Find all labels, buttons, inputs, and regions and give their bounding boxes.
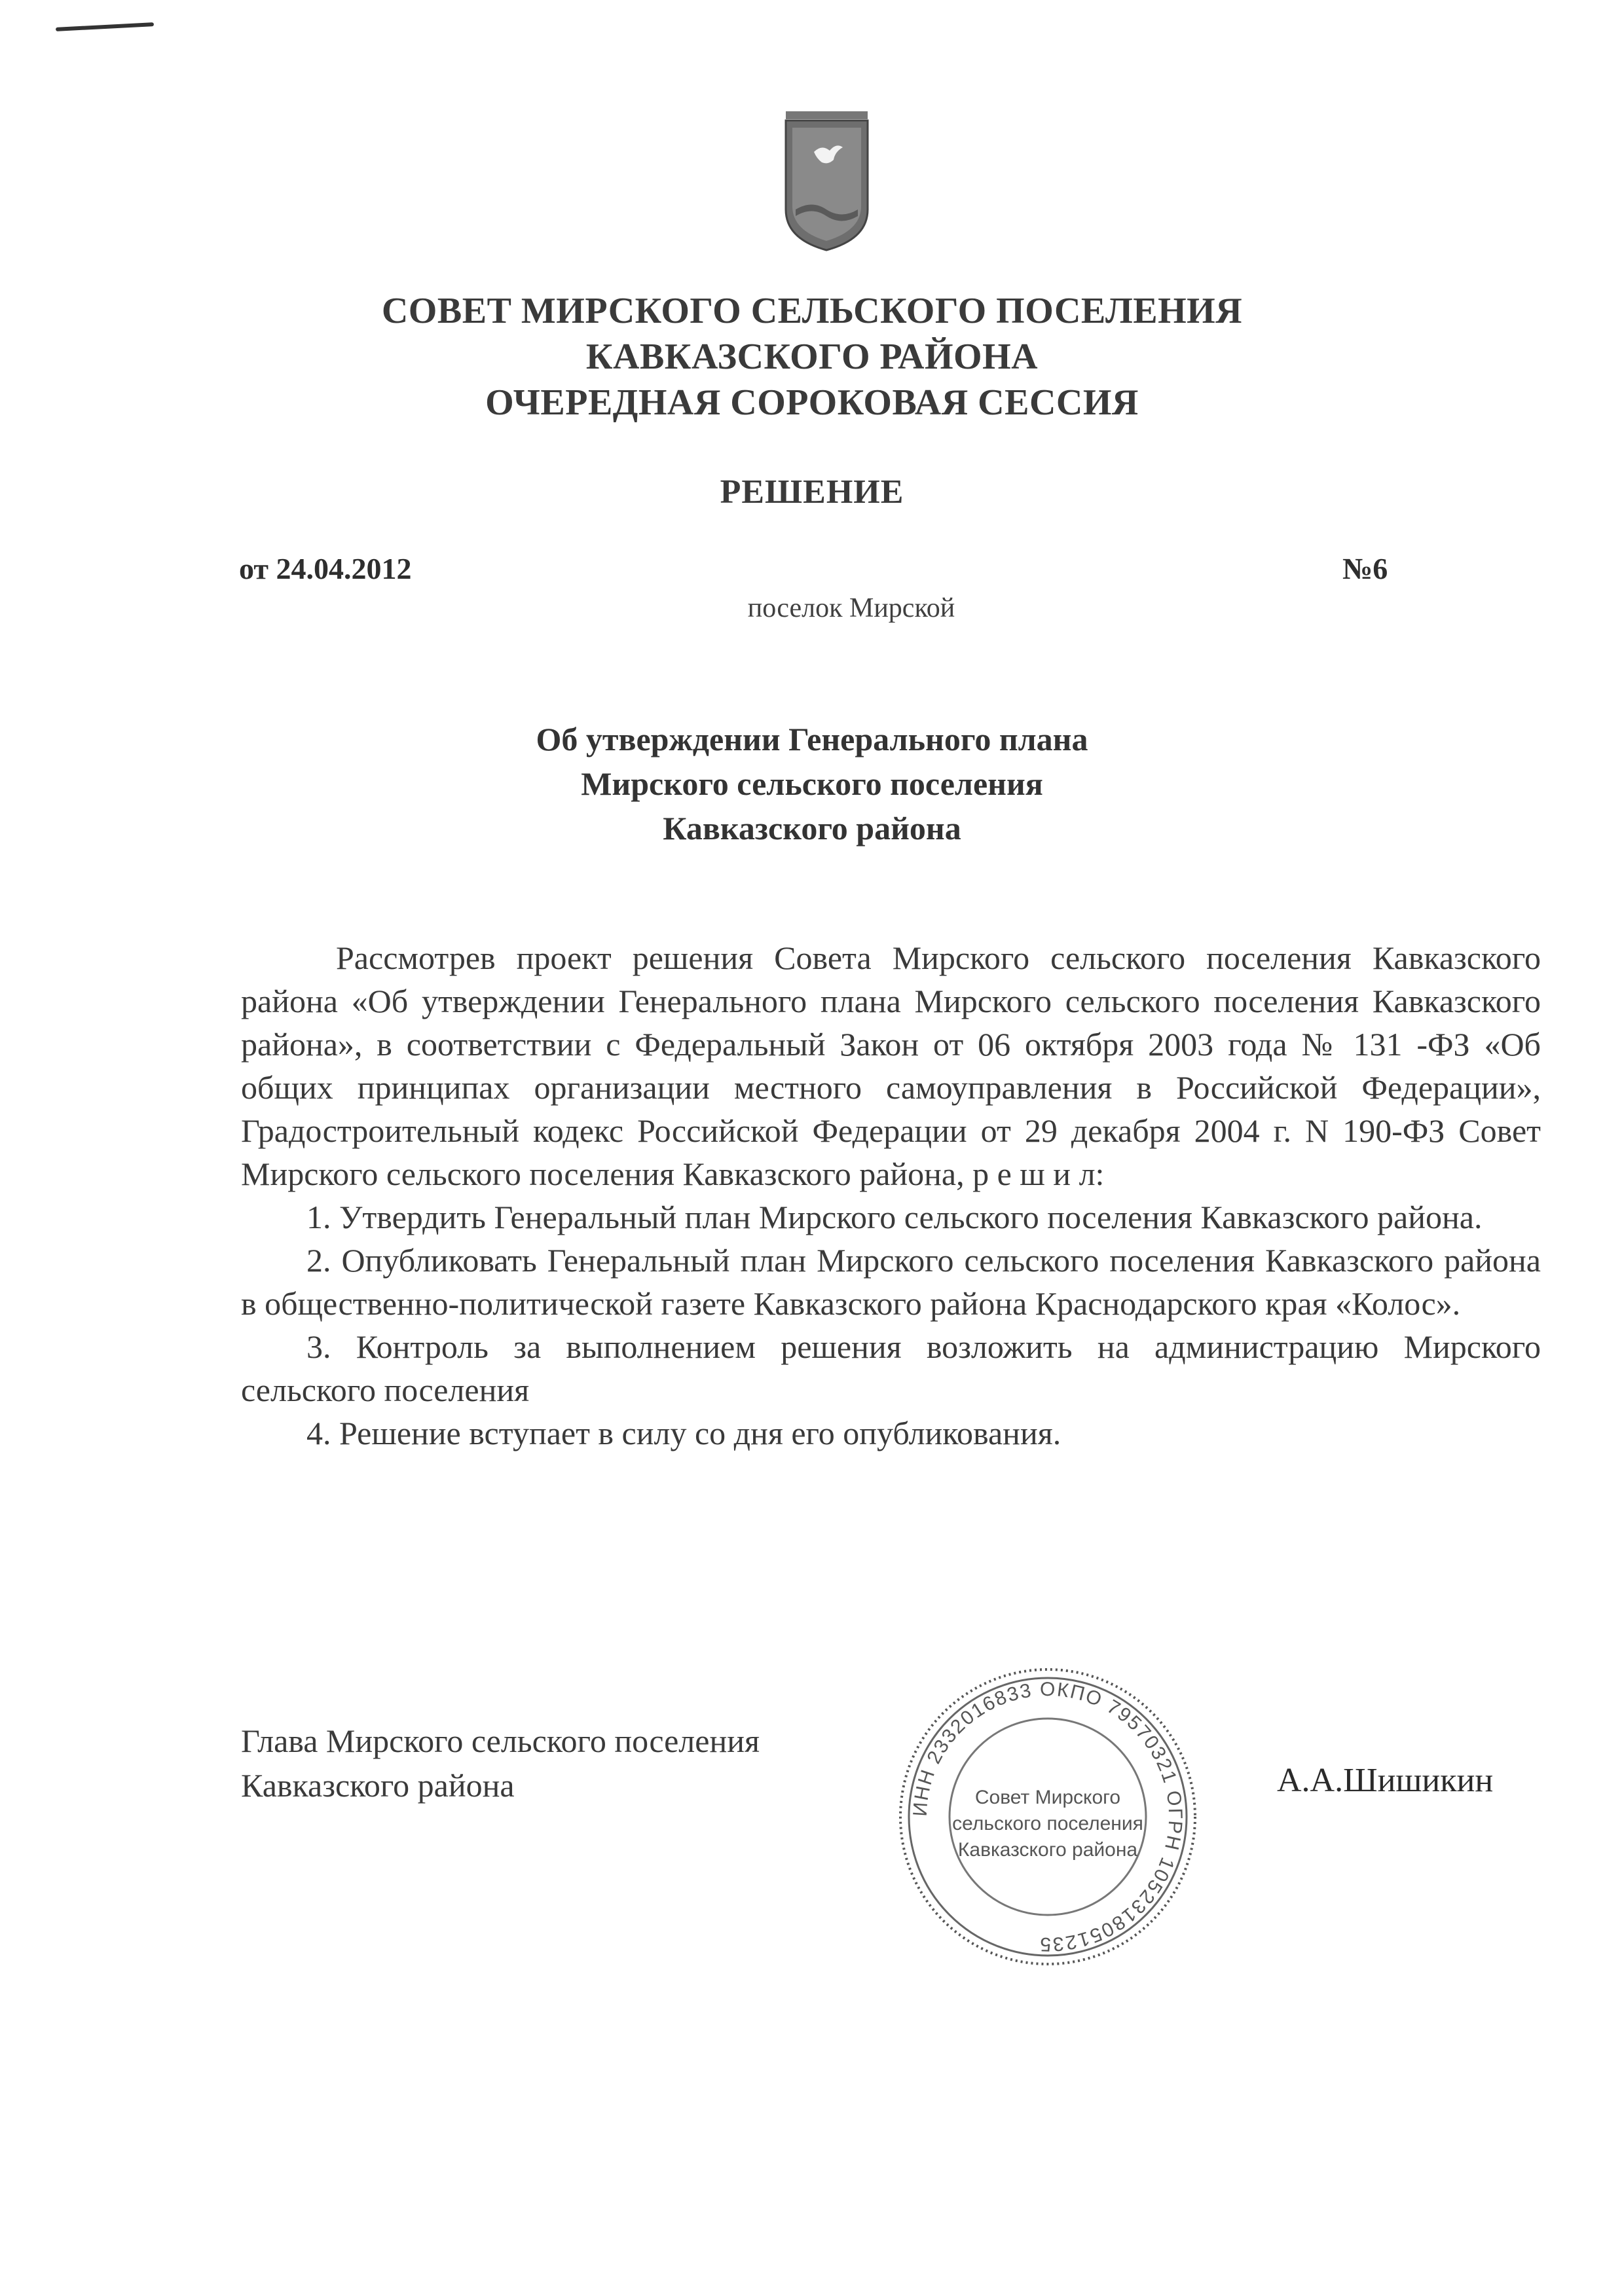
stamp-center-line-2: сельского поселения [952,1813,1143,1834]
decision-title: РЕШЕНИЕ [720,473,904,511]
decision-body [241,936,1541,1455]
official-seal-stamp [894,1663,1202,1971]
coat-of-arms-emblem [783,111,871,252]
decision-item-4: 4. Решение вступает в силу со дня его опубликования. [306,1415,1061,1451]
preamble-paragraph: Рассмотрев проект решения Совета Мирского сельского поселения Кавказского района «Об утверждении Генерального плана Мирского сельского поселения Кавказского района», в соответствии с Федеральный Закон от 06 октября 2003 года № 131 -ФЗ «Об общих принципах организации местного самоуправления в Российской Федерации», Градостроительный кодекс Российской Федерации от 29 декабря 2004 г. N 190-ФЗ Совет Мирского сельского поселения Кавказского района, р е ш и л: [241,939,1541,1192]
stamp-center-line-3: Кавказского района [957,1839,1138,1861]
decision-date: от 24.04.2012 [239,552,412,585]
decision-item-2: 2. Опубликовать Генеральный план Мирского сельского поселения Кавказского района в общественно-политической газете Кавказского района Краснодарского края «Колос». [241,1242,1541,1322]
signatory-position [241,1719,760,1808]
header-line-session: ОЧЕРЕДНАЯ СОРОКОВАЯ СЕССИЯ [485,382,1139,423]
scan-artifact-line [56,22,154,31]
signatory-position-line-2: Кавказского района [241,1767,515,1804]
header-line-council: СОВЕТ МИРСКОГО СЕЛЬСКОГО ПОСЕЛЕНИЯ [381,291,1243,331]
decision-number: №6 [1342,552,1388,585]
signatory-position-line-1: Глава Мирского сельского поселения [241,1722,760,1759]
document-header [0,288,1624,426]
subject-line-1: Об утверждении Генерального плана [536,721,1088,757]
header-line-district: КАВКАЗСКОГО РАЙОНА [585,337,1039,377]
decision-subject [0,717,1624,850]
subject-line-3: Кавказского района [663,810,961,847]
signatory-name: А.А.Шишикин [1277,1762,1494,1799]
stamp-center-line-1: Совет Мирского [974,1787,1121,1808]
decision-item-3: 3. Контроль за выполнением решения возложить на администрацию Мирского сельского поселения [241,1328,1541,1408]
decision-place: поселок Мирской [747,593,955,623]
stamp-ring-text: ИНН 2332016833 ОКПО 79570321 ОГРН 1052318051235 [909,1678,1187,1956]
decision-item-1: 1. Утвердить Генеральный план Мирского сельского поселения Кавказского района. [306,1199,1483,1235]
subject-line-2: Мирского сельского поселения [581,765,1043,802]
